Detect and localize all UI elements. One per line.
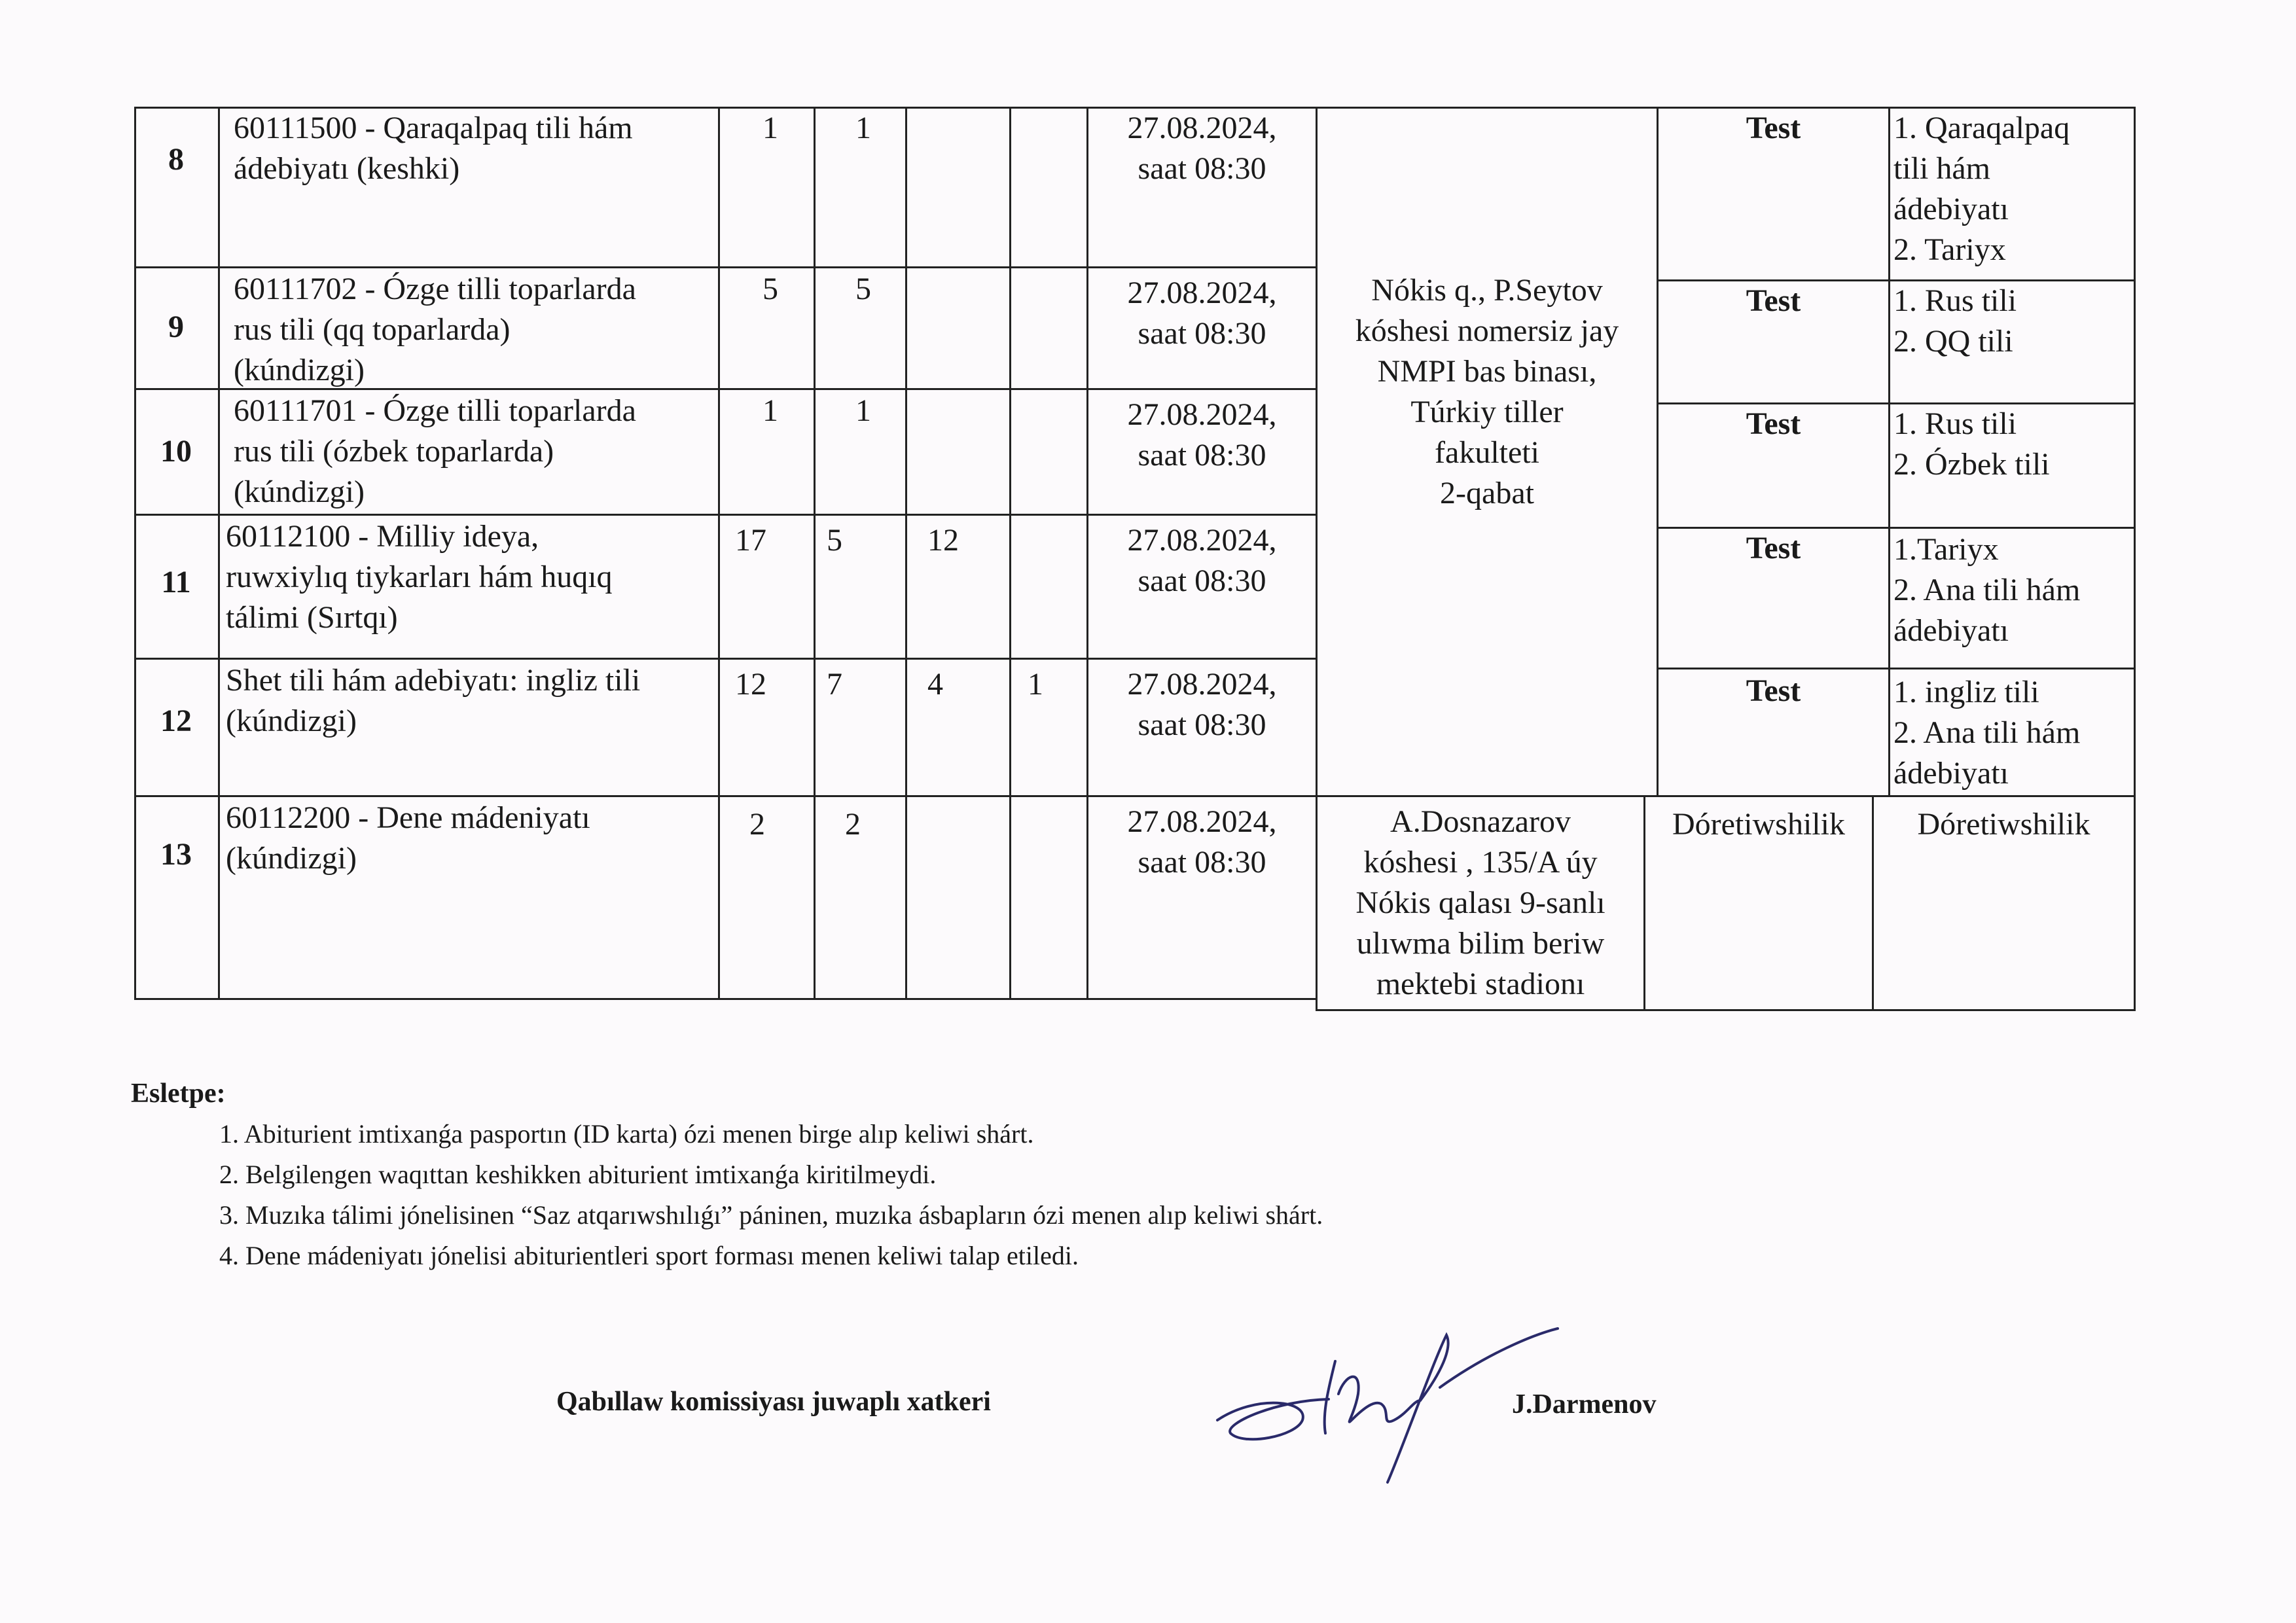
- program-name: 60111500 - Qaraqalpaq tili hám ádebiyatı (keshki): [234, 111, 633, 186]
- count-col2: 1: [855, 393, 871, 428]
- exam-type: Test: [1746, 531, 1801, 565]
- program-name: Shet tili hám adebiyatı: ingliz tili (kúndizgi): [226, 663, 641, 738]
- exam-subjects: 1. Rus tili 2. QQ tili: [1893, 283, 2017, 359]
- row-line: [134, 998, 1316, 1000]
- note-item: 4. Dene mádeniyatı jónelisi abiturientleri sport forması menen keliwi talap etiledi.: [219, 1241, 1079, 1270]
- count-col2: 7: [827, 667, 842, 702]
- count-total: 12: [735, 667, 766, 702]
- col-line: [218, 107, 220, 1000]
- exam-subjects: 1. Qaraqalpaq tili hám ádebiyatı 2. Tariyx: [1893, 111, 2070, 267]
- note-item: 3. Muzıka tálimi jónelisinen “Saz atqarıwshılıǵı” páninen, muzıka ásbapların ózi menen alıp keliwi shárt.: [219, 1200, 1323, 1230]
- signatory-name: J.Darmenov: [1512, 1389, 1657, 1419]
- col-line: [2134, 107, 2136, 1011]
- count-total: 1: [762, 393, 778, 428]
- count-total: 17: [735, 523, 766, 558]
- count-col4: 1: [1028, 667, 1043, 702]
- count-col2: 2: [845, 807, 861, 842]
- exam-location: A.Dosnazarov kóshesi , 135/A úy Nókis qalası 9-sanlı ulıwma bilim beriw mektebi stadionı: [1355, 804, 1605, 1001]
- col-line: [905, 107, 907, 1000]
- count-total: 1: [762, 111, 778, 145]
- row-number: 9: [168, 310, 184, 344]
- col-line: [1009, 107, 1011, 1000]
- col-line: [718, 107, 720, 1000]
- count-total: 2: [749, 807, 765, 842]
- exam-type: Test: [1746, 111, 1801, 145]
- program-name: 60112100 - Milliy ideya, ruwxiylıq tiykarları hám huqıq tálimi (Sırtqı): [226, 519, 613, 635]
- exam-location: Nókis q., P.Seytov kóshesi nomersiz jay NMPI bas binası, Túrkiy tiller fakulteti 2-qabat: [1355, 273, 1619, 510]
- exam-type: Dóretiwshilik: [1672, 807, 1845, 842]
- exam-datetime: 27.08.2024, saat 08:30: [1127, 276, 1277, 351]
- notes-list: [131, 1114, 1323, 1276]
- exam-datetime: 27.08.2024, saat 08:30: [1127, 667, 1277, 742]
- admission-schedule-table: [134, 107, 2136, 1011]
- count-col3: 12: [927, 523, 959, 558]
- program-name: 60111702 - Ózge tilli toparlarda rus tili (qq toparlarda) (kúndizgi): [234, 272, 636, 387]
- note-item: 1. Abiturient imtixanǵa pasportın (ID karta) ózi menen birge alıp keliwi shárt.: [219, 1119, 1034, 1149]
- notes-section: [131, 1073, 1323, 1276]
- exam-subjects: 1. ingliz tili 2. Ana tili hám ádebiyatı: [1893, 675, 2081, 791]
- row-line: [1657, 668, 2136, 669]
- exam-type: Test: [1746, 283, 1801, 318]
- row-number: 13: [160, 837, 192, 872]
- exam-datetime: 27.08.2024, saat 08:30: [1127, 804, 1277, 880]
- count-col2: 5: [827, 523, 842, 558]
- row-number: 12: [160, 704, 192, 738]
- count-col3: 4: [927, 667, 943, 702]
- exam-datetime: 27.08.2024, saat 08:30: [1127, 397, 1277, 473]
- program-name: 60111701 - Ózge tilli toparlarda rus tili (ózbek toparlarda) (kúndizgi): [234, 393, 636, 509]
- count-total: 5: [762, 272, 778, 306]
- exam-subjects: 1.Tariyx 2. Ana tili hám ádebiyatı: [1893, 532, 2081, 648]
- row-line: [1316, 1009, 2136, 1011]
- program-name: 60112200 - Dene mádeniyatı (kúndizgi): [226, 800, 590, 876]
- row-line: [134, 514, 1316, 516]
- row-line: [134, 795, 2136, 797]
- row-line: [134, 658, 1316, 660]
- row-number: 11: [161, 565, 191, 599]
- note-item: 2. Belgilengen waqıttan keshikken abiturient imtixanǵa kiritilmeydi.: [219, 1160, 937, 1189]
- exam-type: Test: [1746, 673, 1801, 708]
- signatory-title: Qabıllaw komissiyası juwaplı xatkeri: [556, 1387, 991, 1417]
- exam-type: Test: [1746, 406, 1801, 441]
- col-line: [1888, 107, 1890, 797]
- exam-datetime: 27.08.2024, saat 08:30: [1127, 523, 1277, 598]
- exam-subjects: Dóretiwshilik: [1917, 807, 2090, 842]
- row-number: 10: [160, 434, 192, 469]
- exam-datetime: 27.08.2024, saat 08:30: [1127, 111, 1277, 186]
- count-col2: 5: [855, 272, 871, 306]
- col-line: [814, 107, 816, 1000]
- row-line: [134, 266, 1316, 268]
- row-number: 8: [168, 142, 184, 177]
- notes-title: Esletpe:: [131, 1079, 226, 1109]
- count-col2: 1: [855, 111, 871, 145]
- exam-subjects: 1. Rus tili 2. Ózbek tili: [1893, 406, 2050, 482]
